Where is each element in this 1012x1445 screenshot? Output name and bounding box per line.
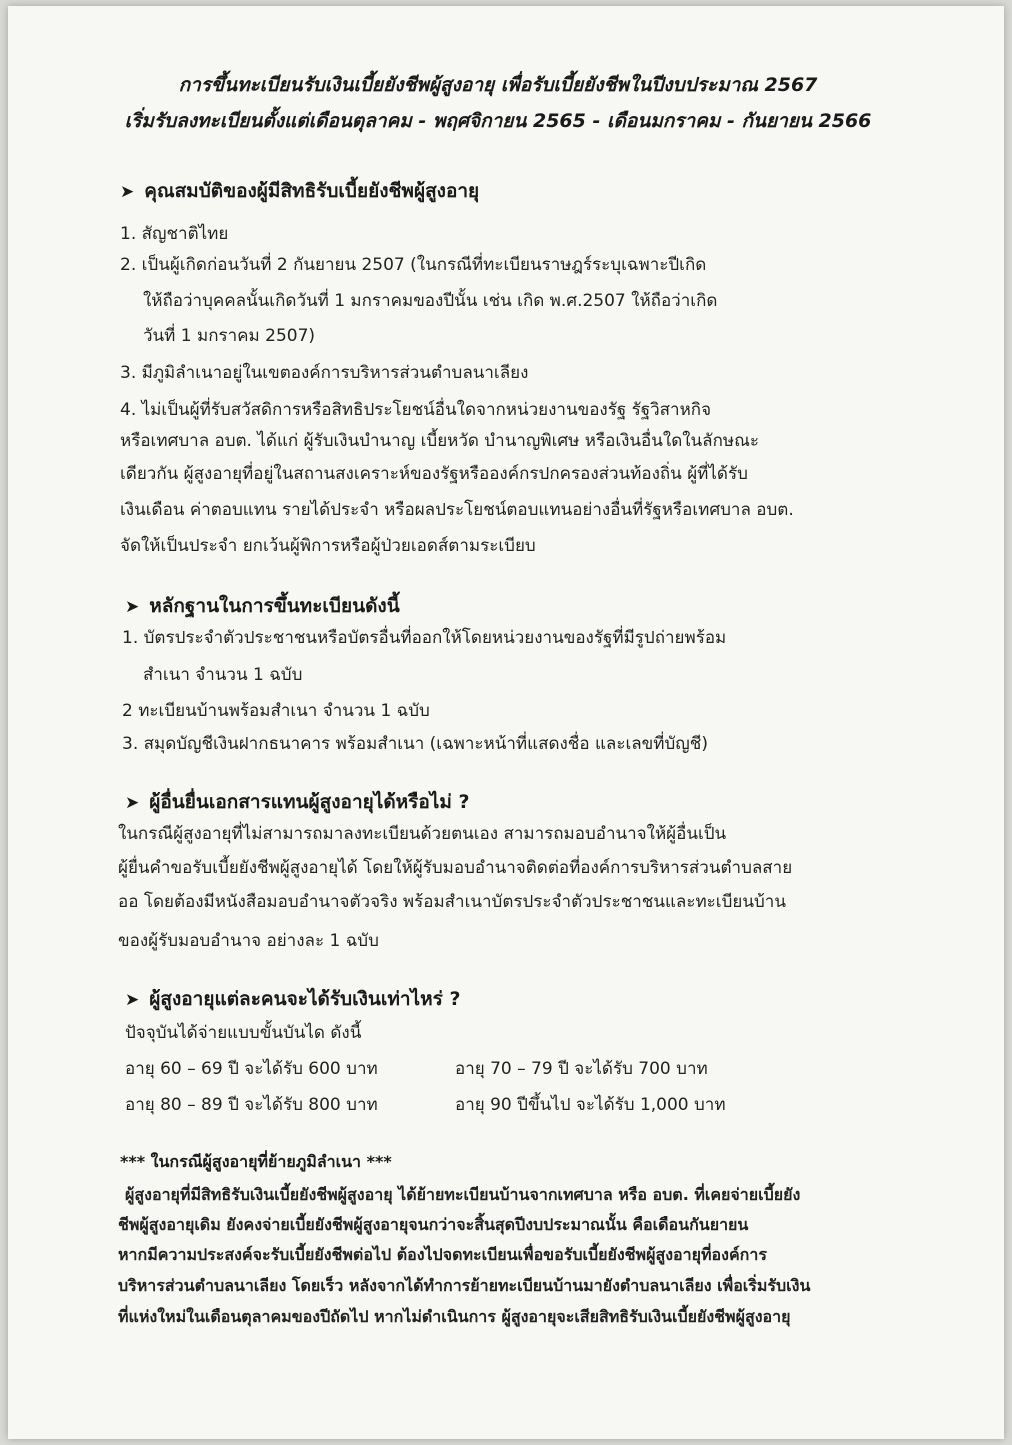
relocation-line: ชีพผู้สูงอายุเดิม ยังคงจ่ายเบี้ยยังชีพผู้สูงอายุจนกว่าจะสิ้นสุดปีงบประมาณนั้น คือเดือนกันยายน (118, 1215, 749, 1234)
relocation-line: หากมีความประสงค์จะรับเบี้ยยังชีพต่อไป ต้องไปจดทะเบียนเพื่อขอรับเบี้ยยังชีพผู้สูงอายุที่องค์การ (118, 1245, 767, 1264)
arrow-icon: ➤ (125, 990, 140, 1010)
qualification-line: เงินเดือน ค่าตอบแทน รายได้ประจำ หรือผลประโยชน์ตอบแทนอย่างอื่นที่รัฐหรือเทศบาล อบต. (120, 500, 794, 520)
title-line-2: เริ่มรับลงทะเบียนตั้งแต่เดือนตุลาคม - พฤศจิกายน 2565 - เดือนมกราคม - กันยายน 2566 (124, 110, 872, 132)
amount-heading-text: ผู้สูงอายุแต่ละคนจะได้รับเงินเท่าไหร่ ? (149, 988, 461, 1010)
rate-row: อายุ 60 – 69 ปี จะได้รับ 600 บาท (125, 1059, 378, 1079)
proxy-line: ออ โดยต้องมีหนังสือมอบอำนาจตัวจริง พร้อมสำเนาบัตรประจำตัวประชาชนและทะเบียนบ้าน (118, 892, 786, 912)
title-line-1: การขึ้นทะเบียนรับเงินเบี้ยยังชีพผู้สูงอายุ เพื่อรับเบี้ยยังชีพในปีงบประมาณ 2567 (178, 74, 818, 96)
rate-row: อายุ 70 – 79 ปี จะได้รับ 700 บาท (455, 1059, 708, 1079)
qualification-line: 1. สัญชาติไทย (120, 224, 229, 244)
rate-row: อายุ 90 ปีขึ้นไป จะได้รับ 1,000 บาท (455, 1095, 726, 1115)
evidence-line: 3. สมุดบัญชีเงินฝากธนาคาร พร้อมสำเนา (เฉพาะหน้าที่แสดงชื่อ และเลขที่บัญชี) (122, 734, 708, 754)
qualifications-heading (120, 176, 479, 206)
qualification-line: เดียวกัน ผู้สูงอายุที่อยู่ในสถานสงเคราะห์ของรัฐหรือองค์กรปกครองส่วนท้องถิ่น ผู้ที่ได้รับ (120, 464, 748, 484)
amount-heading (125, 984, 460, 1014)
relocation-line: ผู้สูงอายุที่มีสิทธิรับเงินเบี้ยยังชีพผู้สูงอายุ ได้ย้ายทะเบียนบ้านจากเทศบาล หรือ อบต. ที่เคยจ่ายเบี้ยยัง (125, 1185, 801, 1204)
evidence-heading (125, 591, 400, 621)
evidence-heading-text: หลักฐานในการขึ้นทะเบียนดังนี้ (149, 595, 400, 617)
qualifications-heading-text: คุณสมบัติของผู้มีสิทธิรับเบี้ยยังชีพผู้สูงอายุ (144, 180, 480, 202)
arrow-icon: ➤ (125, 793, 140, 813)
arrow-icon: ➤ (125, 597, 140, 617)
qualification-line: หรือเทศบาล อบต. ได้แก่ ผู้รับเงินบำนาญ เบี้ยหวัด บำนาญพิเศษ หรือเงินอื่นใดในลักษณะ (120, 431, 759, 451)
qualification-line: 2. เป็นผู้เกิดก่อนวันที่ 2 กันยายน 2507 (ในกรณีที่ทะเบียนราษฎร์ระบุเฉพาะปีเกิด (120, 255, 707, 275)
evidence-line: 1. บัตรประจำตัวประชาชนหรือบัตรอื่นที่ออกให้โดยหน่วยงานของรัฐที่มีรูปถ่ายพร้อม (122, 628, 727, 648)
qualification-line: 4. ไม่เป็นผู้ที่รับสวัสดิการหรือสิทธิประโยชน์อื่นใดจากหน่วยงานของรัฐ รัฐวิสาหกิจ (120, 400, 712, 420)
arrow-icon: ➤ (120, 182, 135, 202)
evidence-line: สำเนา จำนวน 1 ฉบับ (143, 665, 303, 685)
relocation-line: ที่แห่งใหม่ในเดือนตุลาคมของปีถัดไป หากไม่ดำเนินการ ผู้สูงอายุจะเสียสิทธิรับเงินเบี้ยยังชีพผู้สูงอายุ (118, 1307, 791, 1326)
rate-row: อายุ 80 – 89 ปี จะได้รับ 800 บาท (125, 1095, 378, 1115)
qualification-line: 3. มีภูมิลำเนาอยู่ในเขตองค์การบริหารส่วนตำบลนาเลียง (120, 363, 529, 383)
relocation-line: บริหารส่วนตำบลนาเลียง โดยเร็ว หลังจากได้ทำการย้ายทะเบียนบ้านมายังตำบลนาเลียง เพื่อเริ่มรับเงิน (118, 1276, 811, 1295)
proxy-line: ในกรณีผู้สูงอายุที่ไม่สามารถมาลงทะเบียนด้วยตนเอง สามารถมอบอำนาจให้ผู้อื่นเป็น (118, 824, 727, 844)
evidence-line: 2 ทะเบียนบ้านพร้อมสำเนา จำนวน 1 ฉบับ (122, 701, 430, 721)
proxy-line: ผู้ยื่นคำขอรับเบี้ยยังชีพผู้สูงอายุได้ โดยให้ผู้รับมอบอำนาจติดต่อที่องค์การบริหารส่วนตำบลสาย (118, 858, 793, 878)
proxy-heading-text: ผู้อื่นยื่นเอกสารแทนผู้สูงอายุได้หรือไม่ ? (149, 791, 470, 813)
relocation-heading: *** ในกรณีผู้สูงอายุที่ย้ายภูมิลำเนา *** (120, 1152, 392, 1171)
proxy-line: ของผู้รับมอบอำนาจ อย่างละ 1 ฉบับ (118, 931, 379, 951)
qualification-line: ให้ถือว่าบุคคลนั้นเกิดวันที่ 1 มกราคมของปีนั้น เช่น เกิด พ.ศ.2507 ให้ถือว่าเกิด (143, 291, 718, 311)
qualification-line: จัดให้เป็นประจำ ยกเว้นผู้พิการหรือผู้ป่วยเอดส์ตามระเบียบ (120, 536, 536, 556)
qualification-line: วันที่ 1 มกราคม 2507) (143, 326, 316, 346)
amount-intro: ปัจจุบันได้จ่ายแบบขั้นบันได ดังนี้ (125, 1023, 362, 1043)
proxy-heading (125, 787, 470, 817)
